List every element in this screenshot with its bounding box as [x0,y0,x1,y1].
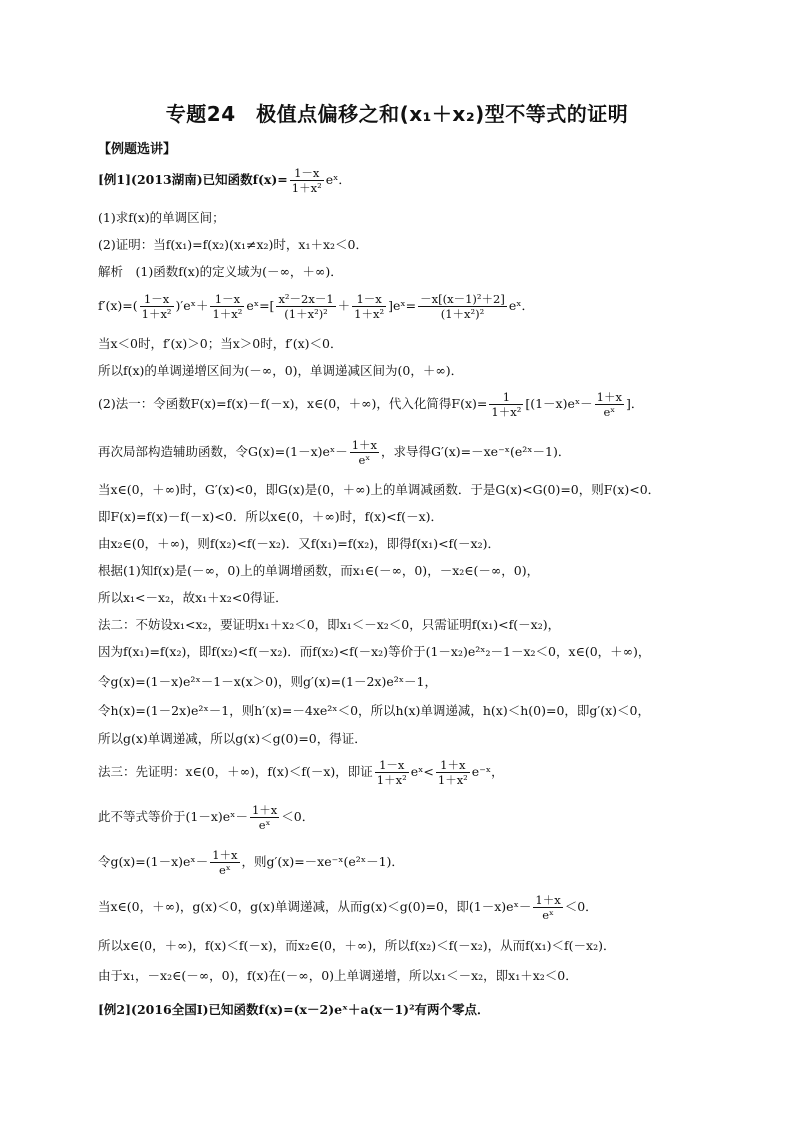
page-title: 专题24 极值点偏移之和(x₁＋x₂)型不等式的证明 [165,102,629,126]
method-1-line-2: 再次局部构造辅助函数，令G(x)=(1－x)eˣ－ $\frac{1+x}{\text{eˣ}}$ ，求导得G′(x)=－xe⁻ˣ(e²ˣ－1)． [98,438,571,467]
method-3-line-2: 此不等式等价于(1－x)eˣ－ $\frac{1+x}{\text{eˣ}}$ ＜0． [98,803,315,832]
method-3-line-1: 法三：先证明：x∈(0，＋∞)，f(x)＜f(－x)，即证 $\frac{1-x}{\text{1＋x²}}$ eˣ< $\frac{1+x}{\text{1＋x²}}$ e⁻ˣ， [98,758,504,787]
method-1-line-5: 由x₂∈(0，＋∞)，则f(x₂)<f(－x₂)．又f(x₁)=f(x₂)，即得f(x₁)<f(－x₂)． [98,536,500,551]
method-2-line-1: 法二：不妨设x₁<x₂，要证明x₁＋x₂＜0，即x₁＜－x₂＜0，只需证明f(x₁)<f(－x₂)， [98,617,561,632]
method-2-line-2: 因为f(x₁)=f(x₂)，即f(x₂)<f(－x₂)．而f(x₂)<f(－x₂)等价于(1－x₂)e²ˣ₂－1－x₂＜0，x∈(0，＋∞)， [98,644,651,659]
monotonic-intervals: 所以f(x)的单调递增区间为(－∞，0)，单调递减区间为(0，＋∞)． [98,363,464,378]
example-1-statement: [例1](2013湖南)已知函数f(x)= $\frac{1-x}{\text{1＋x²}}$ eˣ． [98,166,351,195]
method-1-line-1: (2)法一：令函数F(x)=f(x)－f(－x)，x∈(0，＋∞)，代入化简得F(x)= $\frac{1}{\text{1＋x²}}$ [(1－x)eˣ－ $\frac{1+x}{\text{eˣ}}$ ]． [98,390,644,419]
method-2-line-4: 令h(x)=(1－2x)e²ˣ－1，则h′(x)=－4xe²ˣ＜0，所以h(x)单调递减，h(x)＜h(0)=0，即g′(x)＜0， [98,703,651,718]
method-2-line-3: 令g(x)=(1－x)e²ˣ－1－x(x＞0)，则g′(x)=(1－2x)e²ˣ－1， [98,674,437,689]
method-1-line-7: 所以x₁<－x₂，故x₁＋x₂<0得证． [98,590,288,605]
solution-part-1: 解析 (1)函数f(x)的定义域为(－∞，＋∞)． [98,264,343,279]
example-2-statement: [例2](2016全国Ⅰ)已知函数f(x)=(x－2)eˣ＋a(x－1)²有两个零点． [98,1002,490,1017]
method-3-line-6: 由于x₁，－x₂∈(－∞，0)，f(x)在(－∞，0)上单调递增，所以x₁＜－x₂，即x₁＋x₂＜0． [98,968,578,983]
method-3-line-4: 当x∈(0，＋∞)，g(x)＜0，g(x)单调递减，从而g(x)＜g(0)=0，即(1－x)eˣ－ $\frac{1+x}{\text{eˣ}}$ ＜0． [98,893,598,922]
derivative-line: f′(x)=( $\frac{1-x}{\text{1＋x²}}$ )′eˣ＋ $\frac{1-x}{\text{1＋x²}}$ eˣ=[ $\frac{\text{x²－2x－1}}{\text{(1＋x²)²}}$ ＋ $\frac{1-x}{\text{1＋x²}}$ ]eˣ= $\frac{\text{－x[(x－1)²＋2]}}{\text{(1＋x²)²}}$ eˣ． [98,292,535,321]
section-heading: 【例题选讲】 [98,142,177,157]
method-1-line-4: 即F(x)=f(x)－f(－x)<0．所以x∈(0，＋∞)时，f(x)<f(－x)． [98,509,443,524]
method-2-line-5: 所以g(x)单调递减，所以g(x)＜g(0)=0，得证． [98,731,367,746]
method-3-line-3: 令g(x)=(1－x)eˣ－ $\frac{1+x}{\text{eˣ}}$ ，则g′(x)=－xe⁻ˣ(e²ˣ－1)． [98,848,404,877]
method-1-line-3: 当x∈(0，＋∞)时，G′(x)<0，即G(x)是(0，＋∞)上的单调减函数．于是G(x)<G(0)=0，则F(x)<0． [98,482,661,497]
sign-analysis: 当x＜0时，f′(x)＞0；当x＞0时，f′(x)＜0． [98,336,343,351]
example-1-label: [例1](2013湖南)已知函数f(x)= [98,172,288,187]
fraction: $\frac{1-x}{\text{1＋x²}}$ [291,166,322,195]
method-1-line-6: 根据(1)知f(x)是(－∞，0)上的单调增函数，而x₁∈(－∞，0)，－x₂∈(－∞，0)， [98,563,540,578]
question-1: (1)求f(x)的单调区间； [98,210,225,225]
method-3-line-5: 所以x∈(0，＋∞)，f(x)＜f(－x)，而x₂∈(0，＋∞)，所以f(x₂)＜f(－x₂)，从而f(x₁)＜f(－x₂)． [98,938,616,953]
question-2: (2)证明：当f(x₁)=f(x₂)(x₁≠x₂)时，x₁＋x₂＜0． [98,237,368,252]
